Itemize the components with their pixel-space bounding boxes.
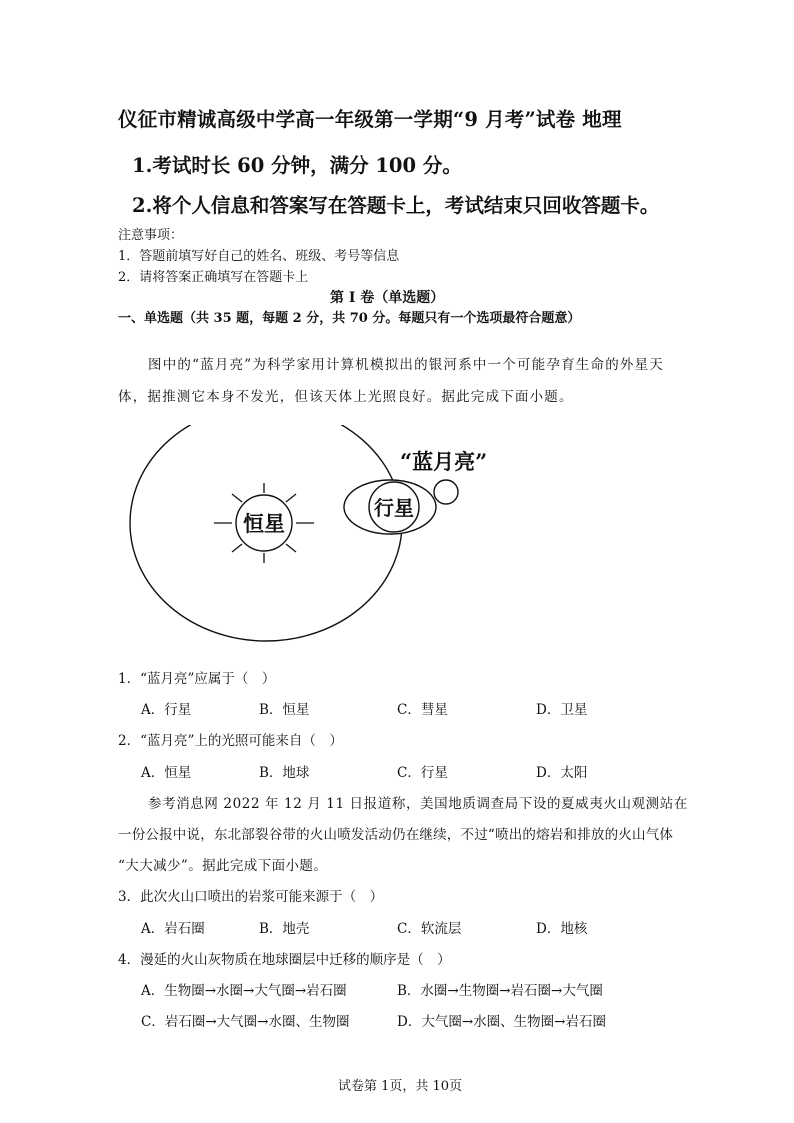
notice-item-1: 1．答题前填写好自己的姓名、班级、考号等信息 bbox=[118, 249, 400, 264]
question-2-stem: 2．“蓝月亮”上的光照可能来自（ ） bbox=[118, 733, 343, 749]
page-number: 试卷第 1页，共 10页 bbox=[338, 1079, 463, 1094]
q4-option-b: B．水圈→生物圈→岩石圈→大气圈 bbox=[397, 983, 603, 999]
passage-2-line-3: “大大减少”。据此完成下面小题。 bbox=[118, 858, 328, 874]
q4-option-d: D．大气圈→水圈、生物圈→岩石圈 bbox=[397, 1014, 606, 1030]
notice-heading: 注意事项： bbox=[118, 228, 184, 243]
question-1-stem: 1．“蓝月亮”应属于（ ） bbox=[118, 671, 276, 687]
exam-duration-note: 1.考试时长 60 分钟，满分 100 分。 bbox=[132, 154, 462, 177]
q3-option-c: C．软流层 bbox=[397, 921, 462, 937]
q2-option-c: C．行星 bbox=[397, 765, 448, 781]
star-planet-moon-diagram bbox=[118, 425, 498, 655]
q3-option-b: B．地壳 bbox=[259, 921, 310, 937]
q2-option-b: B．地球 bbox=[259, 765, 310, 781]
notice-item-2: 2．请将答案正确填写在答题卡上 bbox=[118, 270, 309, 285]
q4-option-c: C．岩石圈→大气圈→水圈、生物圈 bbox=[141, 1014, 350, 1030]
question-4-stem: 4．漫延的火山灰物质在地球圈层中迁移的顺序是（ ） bbox=[118, 952, 451, 968]
answer-sheet-note: 2.将个人信息和答案写在答题卡上，考试结束只回收答题卡。 bbox=[132, 194, 660, 217]
section-heading: 一、单选题（共 35 题，每题 2 分，共 70 分。每题只有一个选项最符合题意） bbox=[118, 311, 581, 326]
q1-option-d: D．卫星 bbox=[536, 702, 588, 718]
passage-1-line-2: 体，据推测它本身不发光，但该天体上光照良好。据此完成下面小题。 bbox=[118, 389, 574, 405]
q3-option-a: A．岩石圈 bbox=[141, 921, 205, 937]
blue-moon-label: “蓝月亮” bbox=[400, 449, 488, 474]
passage-2-line-1: 参考消息网 2022 年 12 月 11 日报道称，美国地质调查局下设的夏威夷火山观测站在 bbox=[148, 796, 688, 812]
planet-label: 行星 bbox=[374, 496, 414, 520]
passage-2-line-2: 一份公报中说，东北部裂谷带的火山喷发活动仍在继续，不过“喷出的熔岩和排放的火山气体 bbox=[118, 827, 674, 843]
q2-option-d: D．太阳 bbox=[536, 765, 588, 781]
q1-option-a: A．行星 bbox=[141, 702, 192, 718]
star-label: 恒星 bbox=[243, 511, 285, 536]
q3-option-d: D．地核 bbox=[536, 921, 588, 937]
q2-option-a: A．恒星 bbox=[141, 765, 192, 781]
q1-option-b: B．恒星 bbox=[259, 702, 310, 718]
passage-1-line-1: 图中的“蓝月亮”为科学家用计算机模拟出的银河系中一个可能孕育生命的外星天 bbox=[148, 357, 665, 373]
question-3-stem: 3．此次火山口喷出的岩浆可能来源于（ ） bbox=[118, 889, 384, 905]
part-title: 第 I 卷（单选题） bbox=[330, 290, 445, 306]
q1-option-c: C．彗星 bbox=[397, 702, 448, 718]
exam-title: 仪征市精诚高级中学高一年级第一学期“9 月考”试卷 地理 bbox=[118, 108, 622, 131]
q4-option-a: A．生物圈→水圈→大气圈→岩石圈 bbox=[141, 983, 347, 999]
blue-moon-circle bbox=[434, 480, 458, 504]
